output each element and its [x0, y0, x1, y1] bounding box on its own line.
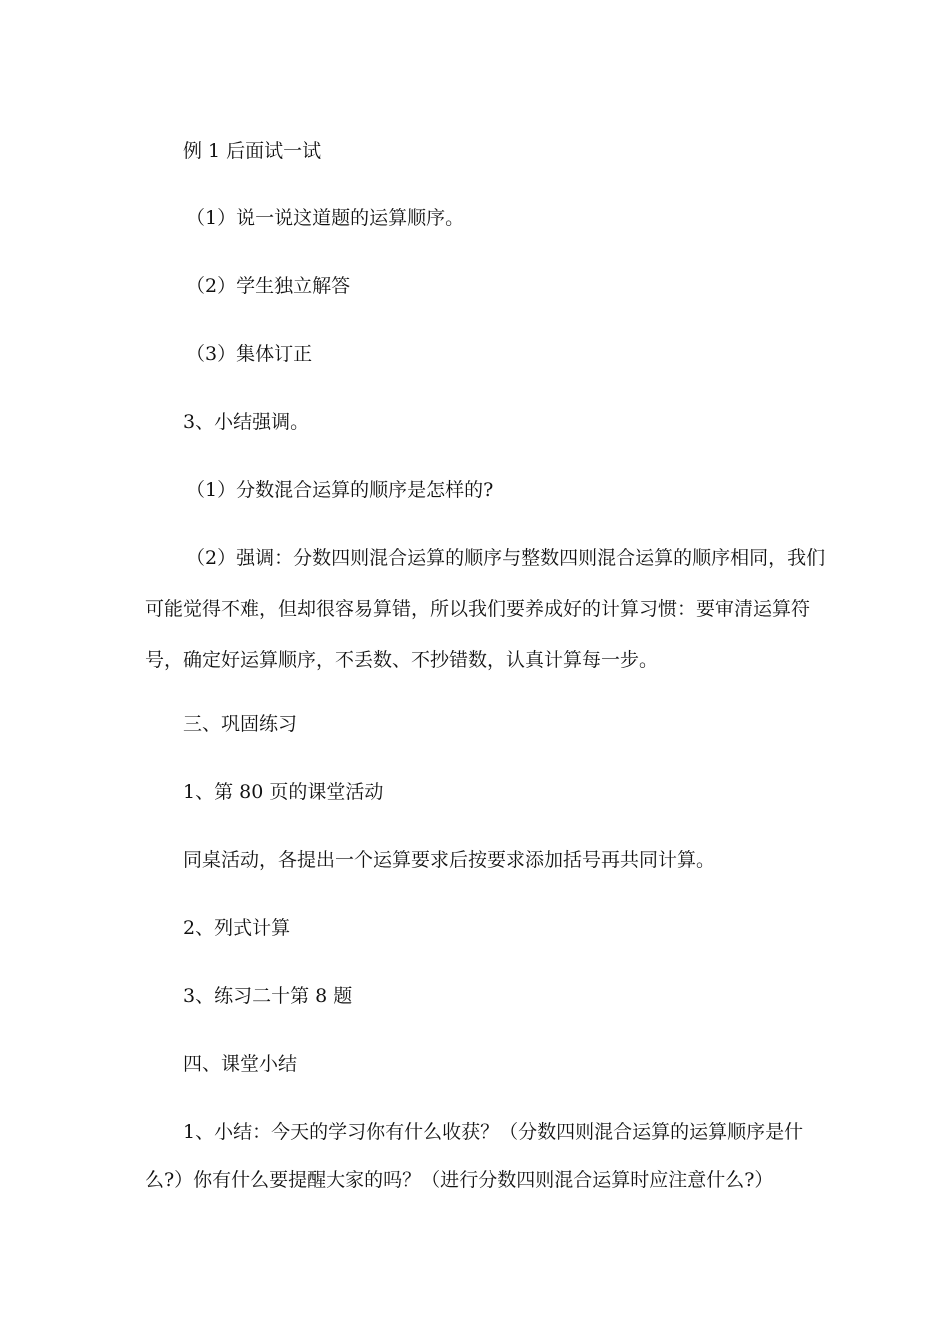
summary-question: （1）分数混合运算的顺序是怎样的? [186, 479, 494, 501]
step-2-text: （2）学生独立解答 [186, 275, 351, 297]
example-heading: 例 1 后面试一试 [183, 140, 322, 162]
practice-item-2: 2、列式计算 [183, 917, 291, 939]
emphasis-paragraph-line-1: （2）强调：分数四则混合运算的顺序与整数四则混合运算的顺序相同，我们 [186, 547, 826, 569]
class-summary-line-2: 么?）你有什么要提醒大家的吗？（进行分数四则混合运算时应注意什么?） [145, 1169, 774, 1191]
practice-item-3: 3、练习二十第 8 题 [183, 985, 353, 1007]
emphasis-paragraph-line-3: 号，确定好运算顺序，不丢数、不抄错数，认真计算每一步。 [145, 649, 659, 671]
emphasis-paragraph-line-2: 可能觉得不难，但却很容易算错，所以我们要养成好的计算习惯：要审清运算符 [145, 598, 811, 620]
class-summary-heading: 四、课堂小结 [183, 1053, 298, 1075]
class-summary-line-1: 1、小结：今天的学习你有什么收获？（分数四则混合运算的运算顺序是什 [183, 1121, 804, 1143]
section-summary-heading: 3、小结强调。 [183, 411, 310, 433]
practice-heading: 三、巩固练习 [183, 713, 298, 735]
practice-item-1: 1、第 80 页的课堂活动 [183, 781, 384, 803]
step-3-text: （3）集体订正 [186, 343, 313, 365]
practice-item-1-detail: 同桌活动，各提出一个运算要求后按要求添加括号再共同计算。 [183, 849, 716, 871]
step-1-text: （1）说一说这道题的运算顺序。 [186, 207, 465, 229]
